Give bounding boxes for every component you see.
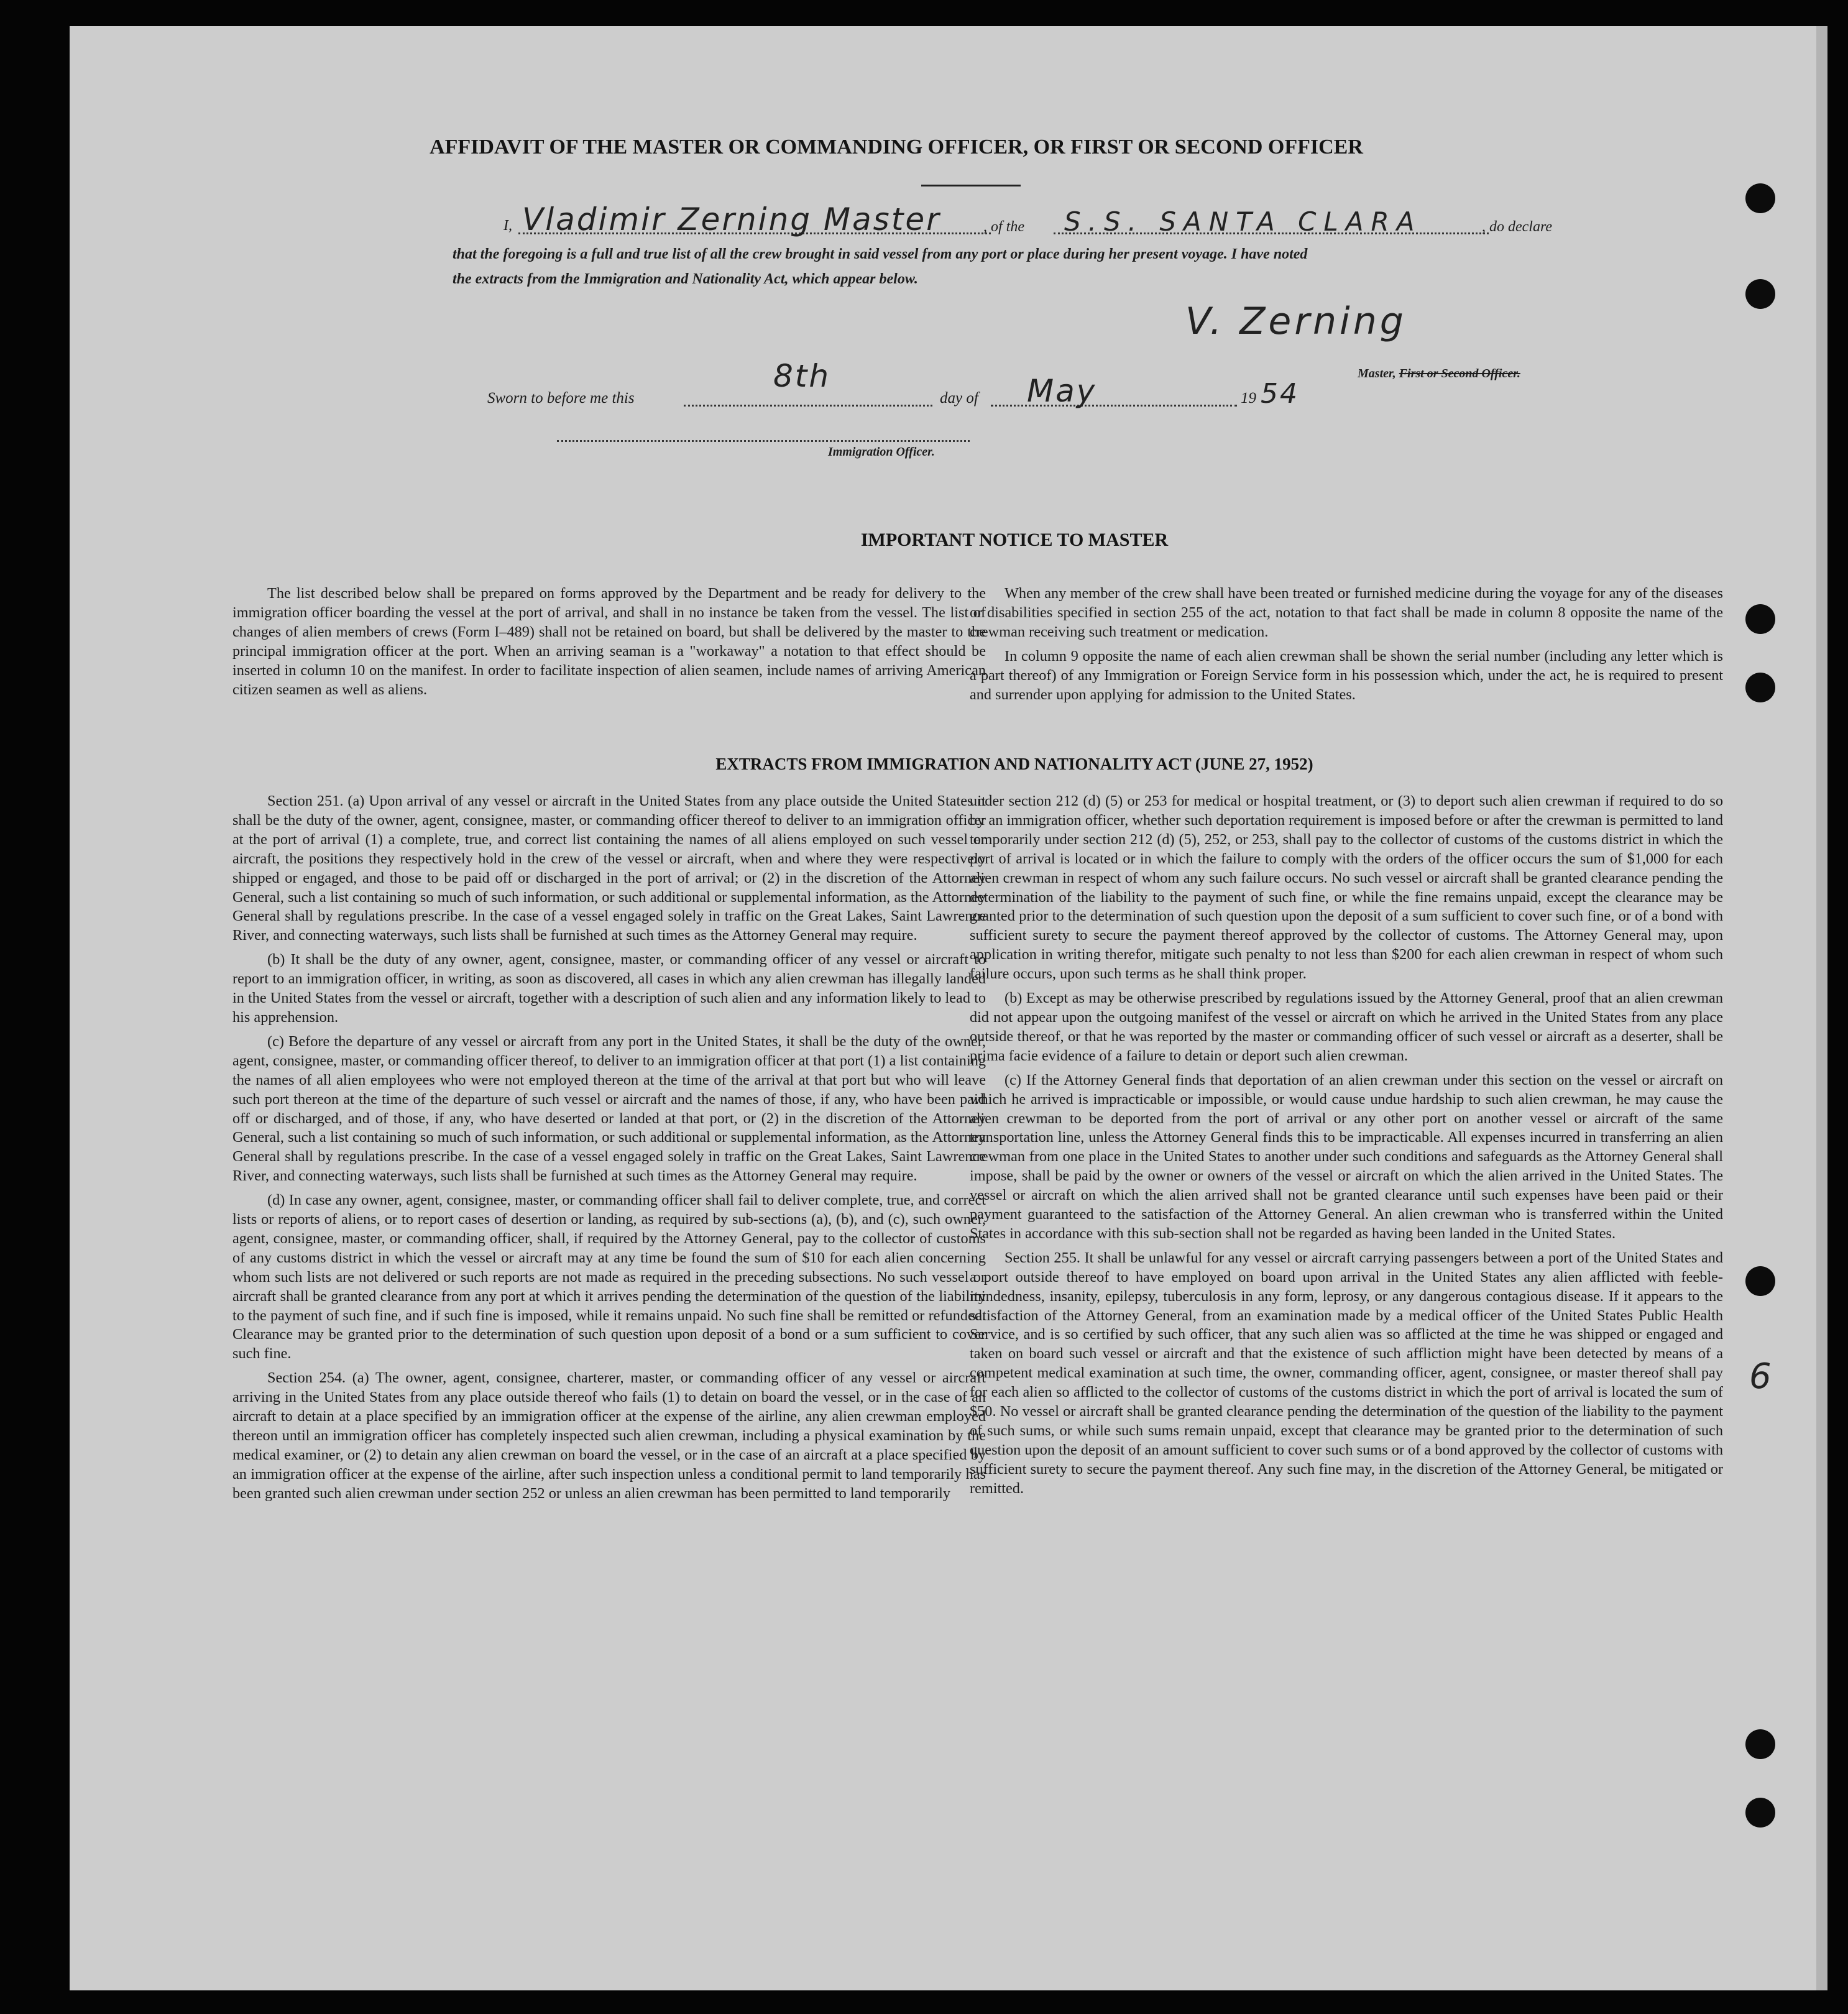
extracts-right-column [970, 792, 1723, 1504]
sworn-day-handwritten: 8th [773, 358, 831, 394]
affidavit-statement-line2: that the foregoing is a full and true list of all the crew brought in said vessel from any port or place during her present voyage. I have noted [453, 246, 1308, 262]
declarant-prefix: I, [503, 218, 512, 234]
sworn-day-line [684, 405, 932, 407]
sworn-label: Sworn to before me this [487, 390, 635, 407]
margin-mark: 6 [1749, 1356, 1773, 1397]
punch-hole [1745, 279, 1775, 309]
section-255: Section 255. It shall be unlawful for any vessel or aircraft carrying passengers between a port of the United States and a port outside thereof to have employed on board upon arrival in the United States any alien afflicted with feeble-mindedness, insanity, epilepsy, tuberculosis in any form, leprosy, or any dangerous contagious disease. If it appears to the satisfaction of the Attorney General, from an examination made by a medical officer of the United States Public Health Service, and is so certified by such officer, that any such alien was so afflicted at the time he was shipped or engaged and taken on board such vessel or aircraft and that the existence of such affliction might have been detected by means of a competent medical examination at such time, the owner, commanding officer, agent, consignee, or master thereof shall pay for each alien so afflicted to the collector of customs of the customs district in which the port of arrival is located the sum of $50. No vessel or aircraft shall be granted clearance pending the determination of the question of the liability to the payment of such sums, or while such sums remain unpaid, except that clearance may be granted prior to the determination of such question upon the deposit of an amount sufficient to cover such sums or of a bond approved by the collector of customs with sufficient surety to secure the payment thereof. Any such fine may, in the discretion of the Attorney General, be mitigated or remitted. [970, 1249, 1723, 1497]
punch-hole [1745, 1729, 1775, 1759]
punch-hole [1745, 183, 1775, 213]
vessel-handwritten: S.S. SANTA CLARA [1064, 206, 1422, 237]
notice-title: IMPORTANT NOTICE TO MASTER [860, 530, 1169, 550]
section-251-d: (d) In case any owner, agent, consignee, master, or commanding officer shall fail to deliver complete, true, and correct lists or reports of aliens, or to report cases of desertion or landing, as required by sub-sections (a), (b), and (c), such owner, agent, consignee, master, or commanding officer, shall, if required by the Attorney General, pay to the collector of customs of any customs district in which the vessel or aircraft may at any time be found the sum of $10 for each alien concerning whom such lists are not delivered or such reports are not made as required in the preceding subsections. No such vessel or aircraft shall be granted clearance from any port at which it arrives pending the determination of the question of the liability to the payment of such fine, and if such fine is imposed, while it remains unpaid. No such fine shall be remitted or refunded. Clearance may be granted prior to the determination of such question upon deposit of a bond or a sum sufficient to cover such fine. [232, 1192, 986, 1363]
title-rule [921, 185, 1021, 186]
caption-struck: First or Second Officer. [1399, 367, 1520, 380]
day-of-label: day of [940, 390, 978, 407]
notice-right-column [970, 584, 1723, 709]
document-sheet [70, 26, 1827, 1990]
notice-left-column [232, 584, 986, 704]
signature-caption [1358, 367, 1520, 381]
extracts-left-column [232, 792, 986, 1509]
section-251-c: (c) Before the departure of any vessel or aircraft from any port in the United States, it shall be the duty of the owner, agent, consignee, master, or commanding officer thereof, to deliver to an immigration officer at that port (1) a list containing the names of all alien employees who were not employed thereon at the time of the arrival at that port but who will leave such port thereon at the time of the departure of such vessel or aircraft and the names of those, if any, who have been paid off or discharged, and of those, if any, who have deserted or landed at that port, or (2) in the discretion of the Attorney General, such a list containing so much of such information, or such additional or supplemental information, as the Attorney General shall by regulations prescribe. In the case of a vessel engaged solely in traffic on the Great Lakes, Saint Lawrence River, and connecting waterways, such lists shall be furnished at such times as the Attorney General may require. [232, 1032, 986, 1185]
declarant-handwritten: Vladimir Zerning Master [522, 201, 941, 237]
punch-hole [1745, 1798, 1775, 1828]
sworn-month-handwritten: May [1027, 373, 1097, 409]
section-254-c: (c) If the Attorney General finds that deportation of an alien crewman under this section on the vessel or aircraft on which he arrived is impracticable or impossible, or would cause undue hardship to such alien crewman, he may cause the alien crewman to be deported from the port of arrival or any other port on another vessel or aircraft of the same transportation line, unless the Attorney General finds this to be impracticable. All expenses incurred in transferring an alien crewman from one place in the United States to another under such conditions and safeguards as the Attorney General shall impose, shall be paid by the owner or owners of the vessel or aircraft on which the alien arrived in the United States. The vessel or aircraft on which the alien arrived shall not be granted clearance until such expenses have been paid or their payment guaranteed to the satisfaction of the Attorney General. An alien crewman who is transferred within the United States in accordance with this sub-section shall not be regarded as having been landed in the United States. [970, 1071, 1723, 1242]
of-the-label: , of the [983, 219, 1024, 235]
punch-hole [1745, 1266, 1775, 1296]
section-251-a: Section 251. (a) Upon arrival of any vessel or aircraft in the United States from any place outside the United States it shall be the duty of the owner, agent, consignee, master, or commanding officer thereof to deliver to an immigration officer at the port of arrival (1) a complete, true, and correct list containing the names of all aliens employed on such vessel or aircraft, the positions they respectively hold in the crew of the vessel or aircraft, when and where they were respectively shipped or engaged, and those to be paid off or discharged in the port of arrival; or (2) in the discretion of the Attorney General, such a list containing so much of such information, or such additional or supplemental information, as the Attorney General shall by regulations prescribe. In the case of a vessel engaged solely in traffic on the Great Lakes, Saint Lawrence River, and connecting waterways, such lists shall be furnished at such times as the Attorney General may require. [232, 793, 986, 944]
caption-master: Master, [1358, 367, 1396, 380]
notice-right-paragraph-2: In column 9 opposite the name of each alien crewman shall be shown the serial number (including any letter which is a part thereof) of any Immigration or Foreign Service form in his possession which, under the act, he is required to present and surrender upon applying for admission to the United States. [970, 647, 1723, 703]
notice-left-paragraph: The list described below shall be prepared on forms approved by the Department and be ready for delivery to the immigration officer boarding the vessel at the port of arrival, and shall in no instance be taken from the vessel. The list of changes of alien members of crews (Form I–489) shall not be retained on board, but shall be delivered by the master to the principal immigration officer at the port. When an arriving seaman is a "workaway" a notation to that effect should be inserted in column 10 on the manifest. In order to facilitate inspection of alien seamen, include names of arriving American citizen seamen as well as aliens. [232, 585, 986, 698]
year-printed: 19 [1241, 390, 1256, 407]
section-254-b: (b) Except as may be otherwise prescribed by regulations issued by the Attorney General, proof that an alien crewman did not appear upon the outgoing manifest of the vessel or aircraft on which he arrived in the United States from any place outside thereof, or that he was reported by the master or commanding officer of such vessel or aircraft as a deserter, shall be prima facie evidence of a failure to detain or deport such alien crewman. [970, 990, 1723, 1064]
year-handwritten: 54 [1261, 378, 1299, 410]
immigration-officer-line [557, 440, 970, 442]
notice-right-paragraph-1: When any member of the crew shall have been treated or furnished medicine during the voyage for any of the diseases or disabilities specified in section 255 of the act, notation to that fact shall be made in column 8 opposite the name of the crewman receiving such treatment or medication. [970, 585, 1723, 640]
affidavit-statement-line3: the extracts from the Immigration and Nationality Act, which appear below. [453, 271, 918, 287]
punch-hole [1745, 604, 1775, 634]
section-254-a: Section 254. (a) The owner, agent, consignee, charterer, master, or commanding officer of any vessel or aircraft arriving in the United States from any place outside thereof who fails (1) to detain on board the vessel, or in the case of an aircraft to detain at a place specified by an immigration officer at the expense of the airline, any alien crewman employed thereon until an immigration officer has completely inspected such alien crewman, including a physical examination by the medical examiner, or (2) to detain any alien crewman on board the vessel, or in the case of an aircraft at a place specified by an immigration officer at the expense of the airline, after such inspection unless a conditional permit to land temporarily has been granted such alien crewman under section 252 or unless an alien crewman has been permitted to land temporarily [232, 1369, 986, 1502]
section-251-b: (b) It shall be the duty of any owner, agent, consignee, master, or commanding officer of any vessel or aircraft to report to an immigration officer, in writing, as soon as discovered, all cases in which any alien crewman has illegally landed in the United States from the vessel or aircraft, together with a description of such alien and any information likely to lead to his apprehension. [232, 951, 986, 1026]
punch-hole [1745, 673, 1775, 702]
master-signature: V. Zerning [1185, 300, 1407, 343]
immigration-officer-caption: Immigration Officer. [828, 445, 935, 459]
affidavit-title: AFFIDAVIT OF THE MASTER OR COMMANDING OFFICER, OR FIRST OR SECOND OFFICER [430, 136, 1363, 159]
page-edge [1816, 26, 1827, 1990]
section-254-a-continued: under section 212 (d) (5) or 253 for medical or hospital treatment, or (3) to deport such alien crewman if required to do so by an immigration officer, whether such deportation requirement is imposed before or after the crewman is permitted to land temporarily under section 212 (d) (5), 252, or 253, shall pay to the collector of customs of the customs district in which the port of arrival is located or in which the failure to comply with the orders of the officer occurs the sum of $1,000 for each alien crewman in respect of whom any such failure occurs. No such vessel or aircraft shall be granted clearance pending the determination of the liability to the payment of such fine, or while the fine remains unpaid, except the clearance may be granted prior to the determination of such question upon the deposit of a sum sufficient to cover such fine, or of a bond with sufficient surety to secure the payment thereof approved by the collector of customs. The Attorney General may, upon application in writing therefor, mitigate such penalty to not less than $200 for each alien crewman in respect of whom such failure occurs, upon such terms as he shall think proper. [970, 793, 1723, 983]
extracts-title: EXTRACTS FROM IMMIGRATION AND NATIONALITY ACT (JUNE 27, 1952) [715, 755, 1313, 773]
do-declare-label: , do declare [1482, 219, 1553, 235]
